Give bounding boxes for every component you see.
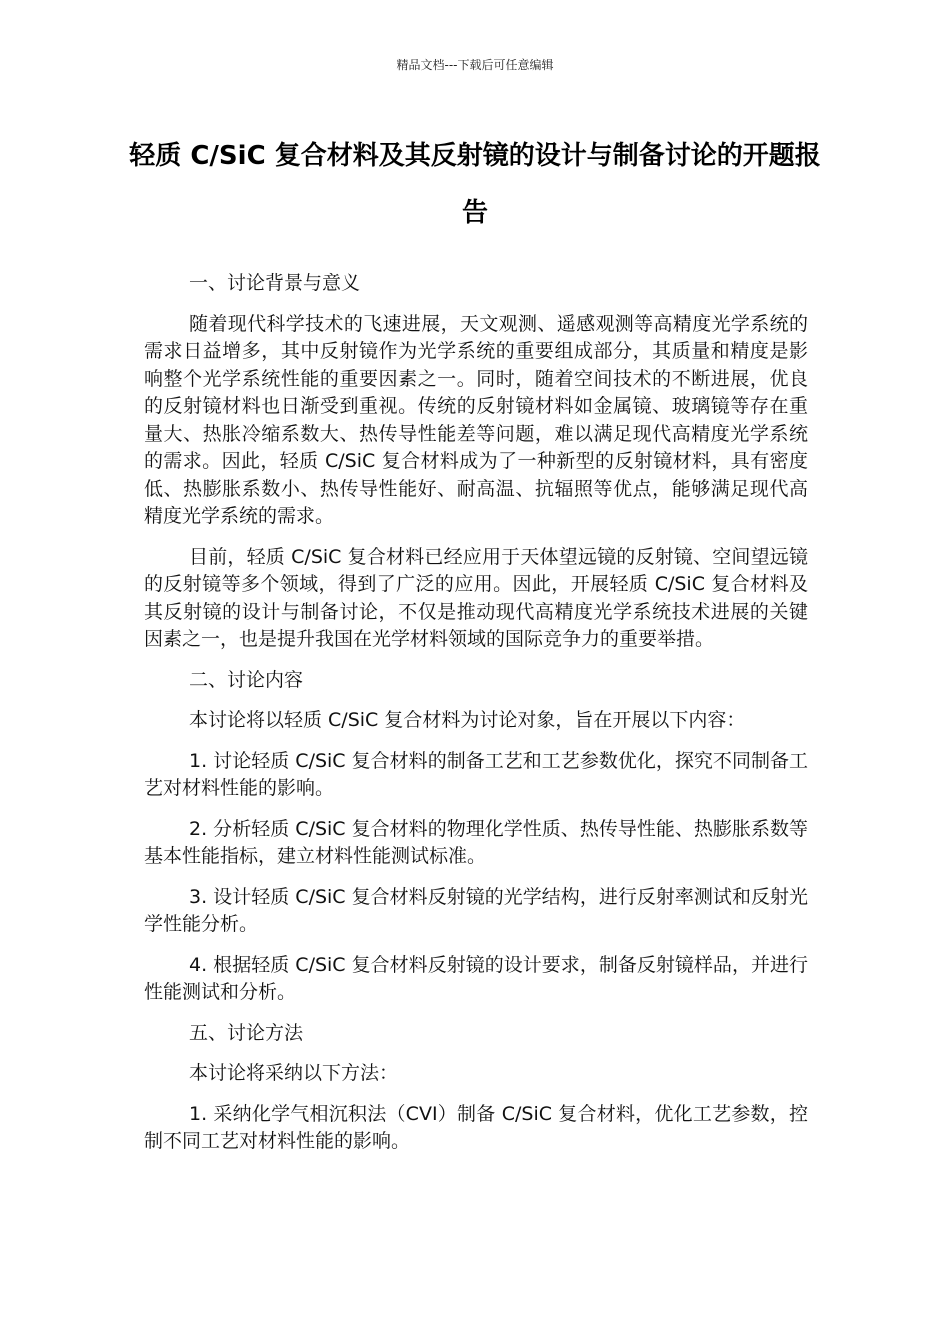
paragraph-background-2: 目前，轻质 C/SiC 复合材料已经应用于天体望远镜的反射镜、空间望远镜的反射镜等多个领域，得到了广泛的应用。因此，开展轻质 C/SiC 复合材料及其反射镜的设计与制备讨论，不仅是推动现代高精度光学系统技术进展的关键因素之一，也是提升我国在光学材料领域的国际竞争力的重要举措。: [144, 545, 808, 650]
paragraph-content-intro: 本讨论将以轻质 C/SiC 复合材料为讨论对象，旨在开展以下内容：: [189, 709, 746, 731]
section-heading-methods: 五、讨论方法: [189, 1021, 304, 1044]
list-item-content-2: 2. 分析轻质 C/SiC 复合材料的物理化学性质、热传导性能、热膨胀系数等基本性能指标，建立材料性能测试标准。: [144, 817, 808, 867]
section-heading-content: 二、讨论内容: [189, 668, 304, 691]
document-title: 轻质 C/SiC 复合材料及其反射镜的设计与制备讨论的开题报告: [129, 141, 821, 228]
paragraph-methods-intro: 本讨论将采纳以下方法：: [189, 1062, 399, 1084]
list-item-content-1: 1. 讨论轻质 C/SiC 复合材料的制备工艺和工艺参数优化，探究不同制备工艺对材料性能的影响。: [144, 749, 808, 799]
list-item-content-4: 4. 根据轻质 C/SiC 复合材料反射镜的设计要求，制备反射镜样品，并进行性能测试和分析。: [144, 953, 808, 1003]
section-heading-background: 一、讨论背景与意义: [189, 272, 361, 294]
document-body: [144, 270, 808, 1169]
list-item-methods-1: 1. 采纳化学气相沉积法（CVI）制备 C/SiC 复合材料，优化工艺参数，控制不同工艺对材料性能的影响。: [144, 1102, 808, 1152]
paragraph-background-1: 随着现代科学技术的飞速进展，天文观测、遥感观测等高精度光学系统的需求日益增多，其中反射镜作为光学系统的重要组成部分，其质量和精度是影响整个光学系统性能的重要因素之一。同时，随着空间技术的不断进展，优良的反射镜材料也日渐受到重视。传统的反射镜材料如金属镜、玻璃镜等存在重量大、热胀冷缩系数大、热传导性能差等问题，难以满足现代高精度光学系统的需求。因此，轻质 C/SiC 复合材料成为了一种新型的反射镜材料，具有密度低、热膨胀系数小、热传导性能好、耐高温、抗辐照等优点，能够满足现代高精度光学系统的需求。: [144, 312, 808, 527]
list-item-content-3: 3. 设计轻质 C/SiC 复合材料反射镜的光学结构，进行反射率测试和反射光学性能分析。: [144, 885, 808, 935]
header-note: 精品文档---下载后可任意编辑: [396, 58, 554, 72]
